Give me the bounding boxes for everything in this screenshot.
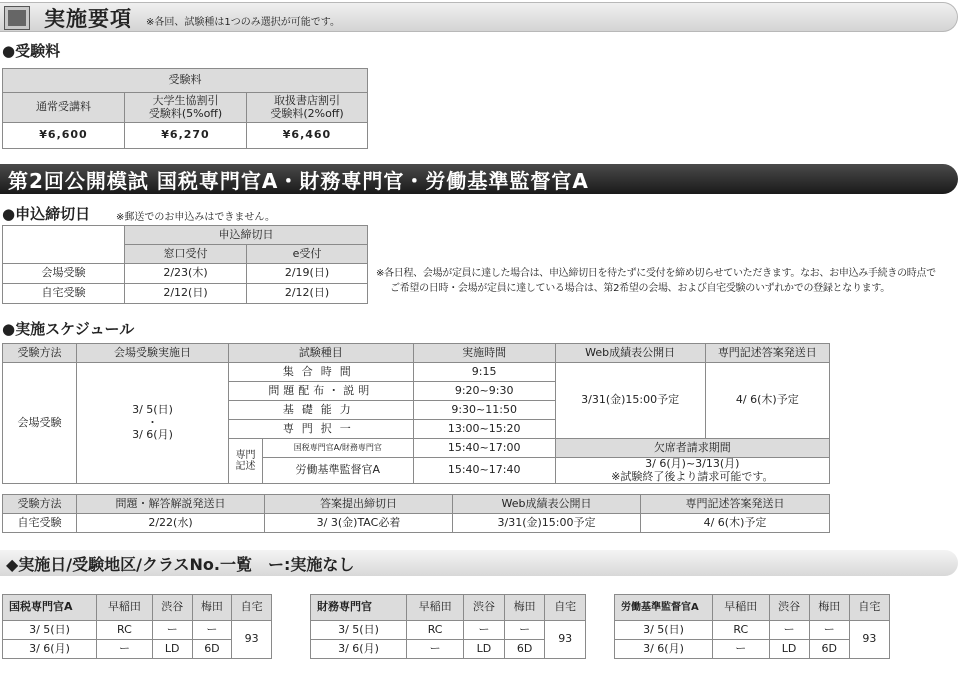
class-cell: ー: [97, 640, 153, 659]
class-table: [614, 594, 890, 659]
class-date: 3/ 5(日): [311, 621, 407, 640]
class-cell: ー: [407, 640, 464, 659]
desc-item-name: 労働基準監督官A: [263, 458, 414, 484]
date-1: 3/ 5(日): [132, 403, 173, 417]
schedule-method: 会場受験: [3, 363, 77, 484]
deadline-col: e受付: [247, 245, 368, 264]
class-col: 早稲田: [713, 595, 770, 621]
class-col: 渋谷: [769, 595, 809, 621]
schedule-header: 実施時間: [413, 344, 555, 363]
class-cell: LD: [769, 640, 809, 659]
schedule-heading: ●実施スケジュール: [2, 320, 135, 338]
send-date: 4/ 6(木)予定: [705, 363, 829, 439]
home-header: 受験方法: [3, 495, 77, 514]
class-home: 93: [545, 621, 586, 659]
class-table-title: 財務専門官: [311, 595, 407, 621]
schedule-header: 試験種目: [229, 344, 414, 363]
schedule-table: [2, 343, 830, 484]
item-time: 9:20~9:30: [413, 382, 555, 401]
web-date: 3/31(金)15:00予定: [555, 363, 705, 439]
home-cell: 4/ 6(木)予定: [641, 514, 830, 533]
fee-value: ¥6,460: [247, 123, 368, 149]
home-cell: 3/31(金)15:00予定: [453, 514, 641, 533]
fee-caption: 受験料: [3, 69, 368, 93]
deadline-heading: ●申込締切日: [2, 205, 91, 223]
date-dot: ・: [147, 415, 158, 429]
class-col: 自宅: [545, 595, 586, 621]
deadline-cell: 2/23(木): [125, 264, 247, 284]
class-date: 3/ 5(日): [3, 621, 97, 640]
deadline-cell: 2/12(日): [247, 284, 368, 304]
desc-item-time: 15:40~17:00: [413, 439, 555, 458]
class-cell: ー: [192, 621, 232, 640]
class-cell: ー: [504, 621, 545, 640]
class-date: 3/ 6(月): [3, 640, 97, 659]
home-cell: 3/ 3(金)TAC必着: [265, 514, 453, 533]
class-home: 93: [849, 621, 889, 659]
schedule-dates: [77, 363, 229, 484]
schedule-header: 受験方法: [3, 344, 77, 363]
desc-label: [229, 439, 263, 484]
deadline-note: ※郵送でのお申込みはできません。: [116, 212, 275, 223]
class-cell: ー: [152, 621, 192, 640]
exam-banner-title: 第2回公開模試 国税専門官A・財務専門官・労働基準監督官A: [8, 169, 589, 193]
class-col: 梅田: [809, 595, 849, 621]
class-cell: ー: [809, 621, 849, 640]
page-note: ※各回、試験種は1つのみ選択が可能です。: [146, 17, 340, 28]
schedule-header: 専門記述答案発送日: [705, 344, 829, 363]
class-cell: RC: [407, 621, 464, 640]
header-bar: [0, 2, 958, 32]
item-time: 9:15: [413, 363, 555, 382]
fee-col: 通常受講料: [3, 93, 125, 123]
deadline-table: [2, 225, 368, 304]
class-col: 早稲田: [407, 595, 464, 621]
class-cell: 6D: [504, 640, 545, 659]
home-header: 専門記述答案発送日: [641, 495, 830, 514]
class-cell: LD: [152, 640, 192, 659]
deadline-caption: 申込締切日: [125, 226, 368, 245]
deadline-remark-1: ※各日程、会場が定員に達した場合は、申込締切日を待たずに受付を締め切らせていただきます。なお、お申込み手続きの時点で: [376, 268, 936, 279]
desc-label-2: 記述: [235, 461, 256, 473]
class-col: 渋谷: [152, 595, 192, 621]
class-heading: ◆実施日/受験地区/クラスNo.一覧 ー:実施なし: [6, 555, 355, 574]
fee-table: [2, 68, 368, 149]
deadline-row-label: 自宅受験: [3, 284, 125, 304]
absent-period: 3/ 6(月)~3/13(月): [645, 457, 740, 470]
class-table-title: 労働基準監督官A: [615, 595, 713, 621]
desc-label-1: 専門: [235, 449, 256, 461]
item-name: 専門択一: [229, 420, 414, 439]
class-home: 93: [232, 621, 272, 659]
item-name: 問題配布・説明: [229, 382, 414, 401]
class-cell: 6D: [809, 640, 849, 659]
class-cell: ー: [769, 621, 809, 640]
home-header: Web成績表公開日: [453, 495, 641, 514]
fee-value: ¥6,600: [3, 123, 125, 149]
deadline-remark-2: ご希望の日時・会場が定員に達している場合は、第2希望の会場、および自宅受験のいずれかでの登録となります。: [390, 283, 890, 294]
date-2: 3/ 6(月): [132, 428, 173, 442]
deadline-cell: 2/12(日): [125, 284, 247, 304]
fee-col: 大学生協割引 受験料(5%off): [125, 93, 247, 123]
class-cell: RC: [713, 621, 770, 640]
fee-col: 取扱書店割引 受験料(2%off): [247, 93, 368, 123]
class-cell: ー: [464, 621, 505, 640]
page-title: 実施要項: [44, 7, 132, 31]
desc-item-name: 国税専門官A/財務専門官: [263, 439, 414, 458]
class-cell: ー: [713, 640, 770, 659]
class-table: [2, 594, 272, 659]
class-table-title: 国税専門官A: [3, 595, 97, 621]
home-table: [2, 494, 830, 533]
schedule-header: 会場受験実施日: [77, 344, 229, 363]
class-col: 梅田: [192, 595, 232, 621]
class-col: 自宅: [849, 595, 889, 621]
absent-cell: [555, 458, 829, 484]
item-name: 基礎能力: [229, 401, 414, 420]
absent-header: 欠席者請求期間: [555, 439, 829, 458]
deadline-col: 窓口受付: [125, 245, 247, 264]
fee-heading: ●受験料: [2, 42, 61, 60]
class-col: 渋谷: [464, 595, 505, 621]
class-cell: 6D: [192, 640, 232, 659]
schedule-header: Web成績表公開日: [555, 344, 705, 363]
square-icon: [5, 7, 29, 29]
class-date: 3/ 6(月): [311, 640, 407, 659]
deadline-row-label: 会場受験: [3, 264, 125, 284]
class-cell: RC: [97, 621, 153, 640]
class-table: [310, 594, 586, 659]
desc-item-time: 15:40~17:40: [413, 458, 555, 484]
item-name: 集合時間: [229, 363, 414, 382]
home-header: 問題・解答解説発送日: [77, 495, 265, 514]
home-header: 答案提出締切日: [265, 495, 453, 514]
home-cell: 2/22(水): [77, 514, 265, 533]
class-date: 3/ 5(日): [615, 621, 713, 640]
absent-note: ※試験終了後より請求可能です。: [611, 469, 774, 483]
home-cell: 自宅受験: [3, 514, 77, 533]
item-time: 13:00~15:20: [413, 420, 555, 439]
class-cell: LD: [464, 640, 505, 659]
fee-value: ¥6,270: [125, 123, 247, 149]
deadline-cell: 2/19(日): [247, 264, 368, 284]
class-col: 早稲田: [97, 595, 153, 621]
class-date: 3/ 6(月): [615, 640, 713, 659]
class-col: 自宅: [232, 595, 272, 621]
item-time: 9:30~11:50: [413, 401, 555, 420]
class-col: 梅田: [504, 595, 545, 621]
